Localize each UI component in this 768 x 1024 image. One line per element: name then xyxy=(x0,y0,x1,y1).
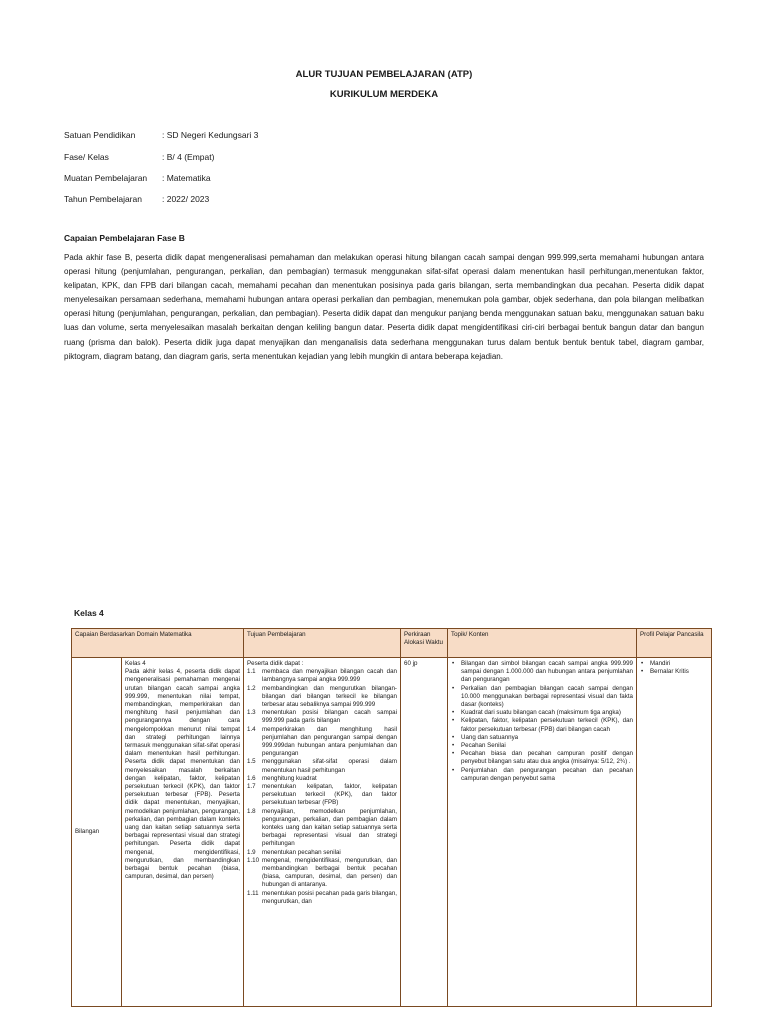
list-item: • Kuadrat dari suatu bilangan cacah (maksimum tiga angka) xyxy=(461,709,633,717)
domain-cell: Bilangan xyxy=(72,658,122,1007)
item-text: menggunakan sifat-sifat operasi dalam menentukan hasil perhitungan xyxy=(262,758,397,774)
item-number: 1.8 xyxy=(247,807,256,815)
item-text: menghitung kuadrat xyxy=(262,774,317,782)
item-text: menentukan pecahan senilai xyxy=(262,848,341,856)
item-text: memperkirakan dan menghitung hasil penjumlahan dan pengurangan sampai dengan 999.999dan hubungan antara penjumlahan dan pengurangan xyxy=(262,725,397,758)
profil-cell xyxy=(637,658,712,1007)
item-text: menentukan kelipatan, faktor, kelipatan persekutuan terkecil (KPK), dan faktor persekutuan terbesar (FPB) xyxy=(262,783,397,807)
list-item: • Bilangan dan simbol bilangan cacah sampai angka 999.999 sampai dengan 1.000.000 dan hubungan antara penjumlahan dan pengurangan xyxy=(461,660,633,685)
tujuan-intro: Peserta didik dapat : xyxy=(247,660,304,667)
document-subtitle: KURIKULUM MERDEKA xyxy=(329,89,439,100)
item-text: membandingkan dan mengurutkan bilangan-bilangan dari bilangan terkecil ke bilangan terbesar atau sebaliknya sampai 999.999 xyxy=(262,684,397,709)
list-item xyxy=(247,709,397,725)
item-number: 1.6 xyxy=(247,774,256,782)
capaian-cell-heading: Kelas 4 xyxy=(125,660,146,667)
header-capaian: Capaian Berdasarkan Domain Matematika xyxy=(72,629,244,658)
item-number: 1.2 xyxy=(247,684,256,692)
item-number: 1.10 xyxy=(247,856,260,864)
meta-label: Satuan Pendidikan xyxy=(64,130,136,140)
item-text: menyajikan, memodelkan penjumlahan, pengurangan, perkalian, dan pembagian dalam konteks uang dan kaitan setiap satuannya serta berbagai representasi visual dan strategi perhitungan xyxy=(262,807,397,848)
item-text: menentukan posisi bilangan cacah sampai 999.999 pada garis bilangan xyxy=(262,709,397,725)
list-item xyxy=(247,849,397,857)
meta-label: Fase/ Kelas xyxy=(64,152,109,162)
alokasi-cell: 60 jp xyxy=(401,658,448,1007)
list-item: • Uang dan satuannya xyxy=(461,734,633,742)
list-item xyxy=(247,726,397,759)
capaian-title: Capaian Pembelajaran Fase B xyxy=(64,233,185,243)
meta-row xyxy=(64,152,214,162)
item-text: mengenal, mengidentifikasi, mengurutkan, dan membandingkan berbagai bentuk pecahan (biasa, campuran, desimal, dan persen) dan hubungan di antaranya. xyxy=(262,856,397,889)
list-item xyxy=(247,783,397,808)
meta-label: Muatan Pembelajaran xyxy=(64,173,148,183)
header-tujuan: Tujuan Pembelajaran xyxy=(244,629,401,658)
header-alokasi: Perkiraan Alokasi Waktu xyxy=(401,629,448,658)
list-item xyxy=(247,890,397,906)
meta-row xyxy=(64,130,258,140)
item-number: 1.5 xyxy=(247,758,256,766)
list-item xyxy=(247,758,397,774)
meta-value: : B/ 4 (Empat) xyxy=(162,152,215,162)
list-item: • Pecahan biasa dan pecahan campuran positif dengan penyebut bilangan satu atau dua angka (misalnya: 5/12, 2¾) . xyxy=(461,750,633,766)
list-item xyxy=(247,857,397,890)
capaian-cell xyxy=(122,658,244,1007)
header-topik: Topik/ Konten xyxy=(448,629,637,658)
item-number: 1.1 xyxy=(247,668,256,676)
capaian-cell-text: Pada akhir kelas 4, peserta didik dapat mengeneralisasi pemahaman mengenai urutan bilangan cacah sampai angka 999.999, menentukan nilai tempat, membandingkan, memperkirakan dan menghitung hasil penjumlahan dan pengurangannya dengan cara mengelompokkan menurut nilai tempat dan strategi perhitungan lainnya termasuk menggunakan sifat-sifat operasi dalam menentukan hasil perhitungan. Peserta didik dapat menentukan dan menyelesaikan masalah berkaitan dengan kelipatan, faktor, kelipatan persekutuan terkecil (KPK), dan faktor persekutuan terbesar (FPB). Peserta didik dapat menentukan, menyajikan, memodelkan penjumlahan, pengurangan, perkalian, dan pembagian dalam konteks uang dan kaitan setiap satuannya serta berbagai representasi visual dan strategi perhitungan. Peserta didik dapat mengenal, mengidentifikasi, mengurutkan, dan membandingkan berbagai bentuk pecahan (biasa, campuran, desimal, dan persen) xyxy=(125,668,240,881)
list-item: • Perkalian dan pembagian bilangan cacah sampai dengan 10.000 menggunakan berbagai representasi visual dan fakta dasar (konteks) xyxy=(461,685,633,710)
list-item: • Pecahan Senilai xyxy=(461,742,633,750)
tujuan-list xyxy=(247,668,397,906)
item-number: 1.3 xyxy=(247,709,256,717)
meta-label: Tahun Pembelajaran xyxy=(64,194,142,204)
item-number: 1.9 xyxy=(247,848,256,856)
list-item xyxy=(247,685,397,710)
item-number: 1.7 xyxy=(247,783,256,791)
list-item: • Mandiri xyxy=(650,660,708,668)
meta-value: : Matematika xyxy=(162,173,211,183)
list-item xyxy=(247,775,397,783)
atp-table xyxy=(71,628,712,1007)
topik-list xyxy=(451,660,633,783)
tujuan-cell xyxy=(244,658,401,1007)
list-item xyxy=(247,668,397,684)
table-header-row xyxy=(72,629,712,658)
document-title: ALUR TUJUAN PEMBELAJARAN (ATP) xyxy=(295,69,473,80)
item-number: 1.4 xyxy=(247,725,256,733)
profil-list xyxy=(640,660,708,676)
header-profil: Profil Pelajar Pancasila xyxy=(637,629,712,658)
topik-cell xyxy=(448,658,637,1007)
kelas-label: Kelas 4 xyxy=(74,608,104,618)
item-text: membaca dan menyajikan bilangan cacah dan lambangnya sampai angka 999.999 xyxy=(262,668,397,684)
list-item: • Penjumlahan dan pengurangan pecahan dan pecahan campuran dengan penyebut sama xyxy=(461,767,633,783)
item-number: 1.11 xyxy=(247,889,259,897)
meta-row xyxy=(64,173,211,183)
meta-value: : 2022/ 2023 xyxy=(162,194,210,204)
meta-row xyxy=(64,194,209,204)
list-item: • Bernalar Kritis xyxy=(650,668,708,676)
list-item: • Kelipatan, faktor, kelipatan persekutuan terkecil (KPK), dan faktor persekutuan terbesar (FPB) dari bilangan cacah xyxy=(461,717,633,733)
item-text: menentukan posisi pecahan pada garis bilangan, mengurutkan, dan xyxy=(262,889,397,905)
meta-value: : SD Negeri Kedungsari 3 xyxy=(162,130,259,140)
table-row xyxy=(72,658,712,1007)
capaian-paragraph: Pada akhir fase B, peserta didik dapat mengeneralisasi pemahaman dan melakukan operasi hitung bilangan cacah sampai dengan 999.999,serta memahami hubungan antara operasi hitung (penjumlahan, pengurangan, perkalian, dan pembagian) termasuk menggunakan sifat-sifat operasi dalam menentukan hasil perhitungan,menentukan faktor, kelipatan, KPK, dan FPB dari bilangan cacah, memahami pecahan dan menentukan posisinya pada garis bilangan, serta membandingkan dua pecahan. Peserta didik dapat menyelesaikan persamaan sederhana, memahami hubungan antara operasi perkalian dan pembagian, menemukan pola gambar, objek sederhana, dan pola bilangan melibatkan operasi hitung (penjumlahan, pengurangan, perkalian, dan pembagian). Peserta didik dapat dan mengukur panjang benda menggunakan satuan baku, menggunakan satuan baku luas dan volume, serta menyelesaikan masalah berkaitan dengan keliling bangun datar. Peserta didik dapat mengidentifikasi ciri-ciri berbagai bentuk bangun datar dan bangun ruang (prisma dan balok). Peserta didik juga dapat menyajikan dan menganalisis data sederhana menggunakan turus dalam bentuk bentuk bentuk tabel, diagram gambar, piktogram, diagram batang, dan diagram garis, serta menentukan kejadian yang lebih mungkin di antara beberapa kejadian. xyxy=(64,253,704,361)
list-item xyxy=(247,808,397,849)
